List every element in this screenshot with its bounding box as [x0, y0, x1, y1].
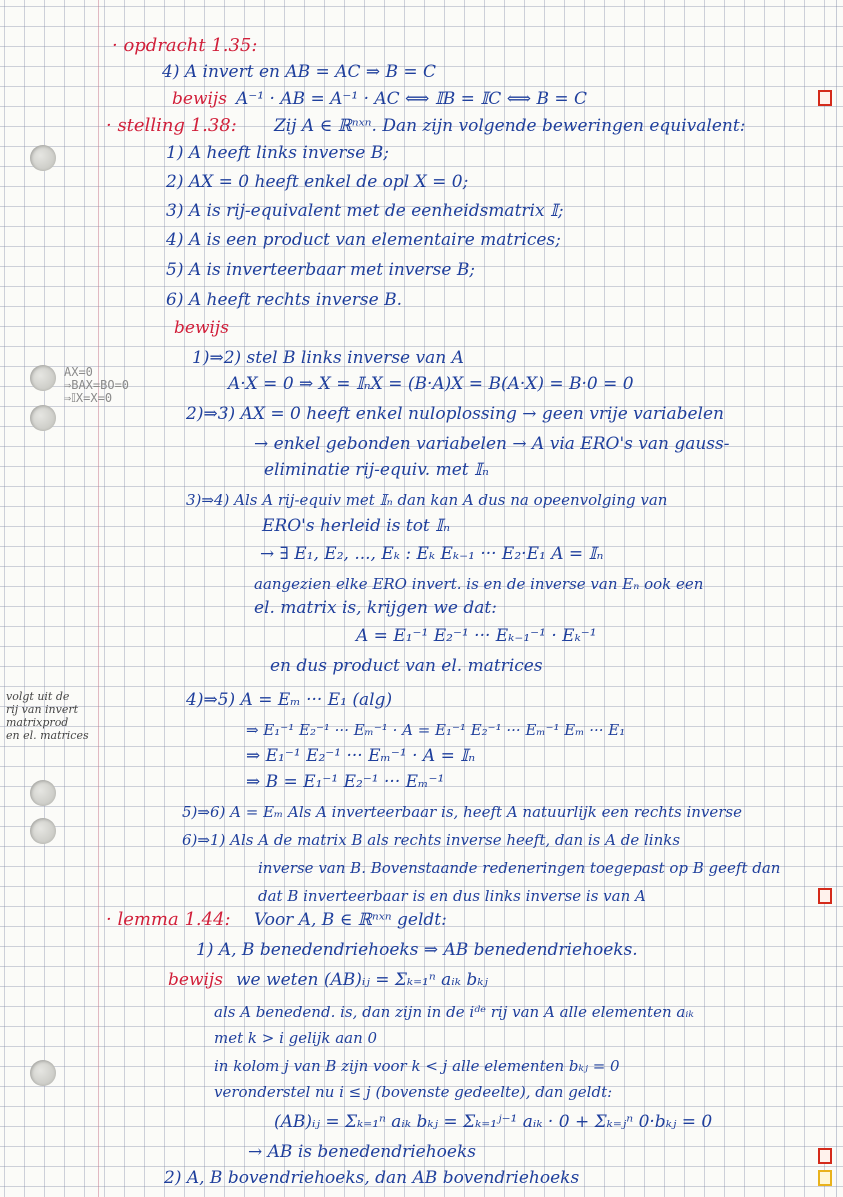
pencil-note: ⇒BAX=BO=0 — [64, 378, 130, 392]
proof-line: met k > i gelijk aan 0 — [214, 1029, 378, 1047]
exercise-heading: · opdracht 1.35: — [112, 35, 258, 56]
proof-label: bewijs — [172, 89, 227, 109]
punch-hole — [30, 365, 56, 391]
theorem-item: 6) A heeft rechts inverse B. — [166, 290, 403, 310]
punch-hole — [30, 145, 56, 171]
tab-marker — [818, 90, 832, 106]
proof-line: → AB is benedendriehoeks — [248, 1142, 477, 1162]
proof-line: aangezien elke ERO invert. is en de inverse van Eₙ ook een — [254, 575, 704, 593]
punch-hole — [30, 780, 56, 806]
lemma-statement: Voor A, B ∈ ℝⁿˣⁿ geldt: — [254, 910, 447, 930]
punch-hole — [30, 1060, 56, 1086]
proof-step: 6)⇒1) Als A de matrix B als rechts inverse heeft, dan is A de links — [182, 831, 681, 849]
margin-note: en el. matrices — [6, 729, 89, 742]
proof-line: eliminatie rij-equiv. met 𝕀ₙ — [264, 460, 489, 480]
theorem-item: 2) AX = 0 heeft enkel de opl X = 0; — [166, 172, 469, 192]
proof-line: ERO's herleid is tot 𝕀ₙ — [262, 516, 451, 536]
proof-step: 1)⇒2) stel B links inverse van A — [192, 348, 464, 368]
pencil-note: AX=0 — [64, 365, 93, 379]
lemma-heading: · lemma 1.44: — [106, 909, 231, 930]
proof-step: 5)⇒6) A = Eₘ Als A inverteerbaar is, heeft A natuurlijk een rechts inverse — [182, 803, 742, 821]
tab-marker — [818, 888, 832, 904]
exercise-statement: 4) A invert en AB = AC ⇒ B = C — [162, 62, 437, 82]
lemma-item: 2) A, B bovendriehoeks, dan AB bovendriehoeks — [164, 1168, 580, 1188]
proof-line: ⇒ E₁⁻¹ E₂⁻¹ ··· Eₘ⁻¹ · A = 𝕀ₙ — [246, 746, 476, 766]
proof-line: en dus product van el. matrices — [270, 656, 543, 676]
theorem-item: 3) A is rij-equivalent met de eenheidsmatrix 𝕀; — [166, 201, 564, 221]
proof-line: ⇒ E₁⁻¹ E₂⁻¹ ··· Eₘ⁻¹ · A = E₁⁻¹ E₂⁻¹ ··· Eₘ⁻¹ Eₘ ··· E₁ — [246, 721, 626, 739]
theorem-item: 5) A is inverteerbaar met inverse B; — [166, 260, 476, 280]
proof-line: dat B inverteerbaar is en dus links inverse is van A — [258, 887, 646, 905]
formula: A = E₁⁻¹ E₂⁻¹ ··· Eₖ₋₁⁻¹ · Eₖ⁻¹ — [356, 626, 597, 646]
margin-note: rij van invert — [6, 703, 79, 716]
margin-note: matrixprod — [6, 716, 69, 729]
theorem-heading: · stelling 1.38: — [106, 115, 237, 136]
proof-line: → ∃ E₁, E₂, ..., Eₖ : Eₖ Eₖ₋₁ ··· E₂·E₁ A = 𝕀ₙ — [260, 544, 604, 564]
proof-line: A·X = 0 ⇒ X = 𝕀ₙX = (B·A)X = B(A·X) = B·0 = 0 — [228, 374, 634, 394]
proof-line: inverse van B. Bovenstaande redeneringen toegepast op B geeft dan — [258, 859, 781, 877]
proof-line: ⇒ B = E₁⁻¹ E₂⁻¹ ··· Eₘ⁻¹ — [246, 772, 445, 792]
proof-step: 3)⇒4) Als A rij-equiv met 𝕀ₙ dan kan A dus na opeenvolging van — [186, 491, 668, 509]
margin-note: volgt uit de — [6, 690, 70, 703]
page-edge-line — [836, 0, 837, 1197]
proof-line: veronderstel nu i ≤ j (bovenste gedeelte), dan geldt: — [214, 1083, 613, 1101]
punch-hole — [30, 405, 56, 431]
formula: (AB)ᵢⱼ = Σₖ₌₁ⁿ aᵢₖ bₖⱼ = Σₖ₌₁ʲ⁻¹ aᵢₖ · 0 + Σₖ₌ⱼⁿ 0·bₖⱼ = 0 — [274, 1112, 713, 1132]
proof-line: we weten (AB)ᵢⱼ = Σₖ₌₁ⁿ aᵢₖ bₖⱼ — [236, 970, 488, 990]
proof-line: el. matrix is, krijgen we dat: — [254, 598, 497, 618]
pencil-note: ⇒𝕀X=X=0 — [64, 391, 113, 405]
proof-line: A⁻¹ · AB = A⁻¹ · AC ⟺ 𝕀B = 𝕀C ⟺ B = C — [236, 89, 588, 109]
tab-marker — [818, 1148, 832, 1164]
proof-line: → enkel gebonden variabelen → A via ERO's van gauss- — [254, 434, 730, 454]
theorem-item: 4) A is een product van elementaire matrices; — [166, 230, 561, 250]
proof-line: als A benedend. is, dan zijn in de iᵈᵉ rij van A alle elementen aᵢₖ — [214, 1003, 694, 1021]
proof-step: 2)⇒3) AX = 0 heeft enkel nuloplossing → geen vrije variabelen — [186, 404, 724, 424]
lemma-item: 1) A, B benedendriehoeks ⇒ AB benedendriehoeks. — [196, 940, 638, 960]
proof-label: bewijs — [174, 318, 229, 338]
theorem-statement: Zij A ∈ ℝⁿˣⁿ. Dan zijn volgende beweringen equivalent: — [274, 116, 746, 136]
theorem-item: 1) A heeft links inverse B; — [166, 143, 389, 163]
punch-hole — [30, 818, 56, 844]
proof-step: 4)⇒5) A = Eₘ ··· E₁ (alg) — [186, 690, 393, 710]
tab-marker — [818, 1170, 832, 1186]
margin-line — [98, 0, 99, 1197]
proof-line: in kolom j van B zijn voor k < j alle elementen bₖⱼ = 0 — [214, 1057, 620, 1075]
proof-label: bewijs — [168, 970, 223, 990]
